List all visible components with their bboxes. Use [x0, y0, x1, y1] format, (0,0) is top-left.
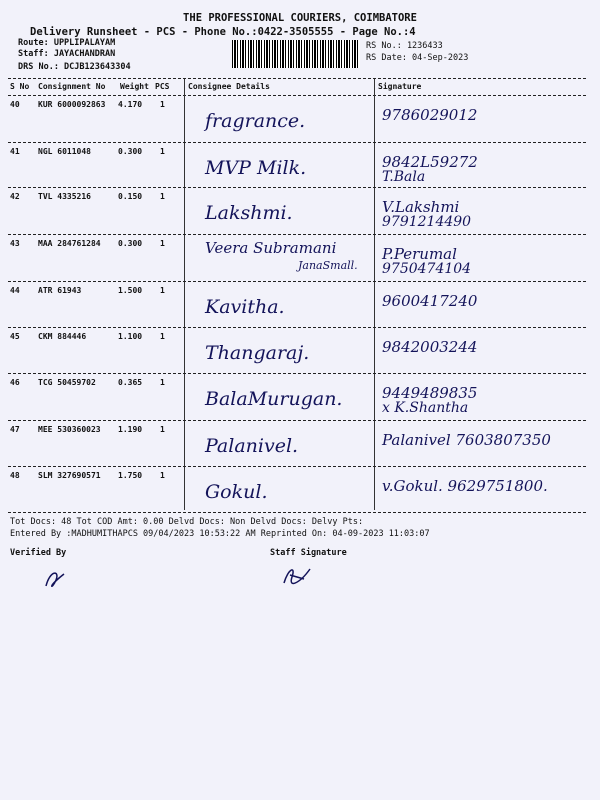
column-divider: [184, 79, 185, 510]
staff-signature-label: Staff Signature: [270, 548, 347, 558]
rs-date: RS Date: 04-Sep-2023: [366, 53, 469, 63]
row-consignment-no: SLM 327690571: [38, 471, 101, 480]
row-consignee: Palanivel.: [205, 435, 299, 457]
row-weight: 0.300: [118, 147, 143, 156]
staff-label: Staff: JAYACHANDRAN: [18, 49, 116, 59]
row-signature-line2: 9791214490: [382, 214, 472, 230]
col-header-pcs: PCS: [155, 82, 170, 91]
row-weight: 0.150: [118, 192, 143, 201]
page-title: THE PROFESSIONAL COURIERS, COIMBATORE: [183, 12, 417, 24]
row-sno: 47: [10, 425, 20, 434]
row-consignment-no: MAA 284761284: [38, 239, 101, 248]
row-divider: [8, 466, 586, 467]
divider: [8, 95, 586, 96]
row-signature: v.Gokul. 9629751800.: [382, 477, 548, 495]
row-signature-line2: T.Bala: [382, 169, 426, 185]
row-consignment-no: TCG 50459702: [38, 378, 96, 387]
row-pcs: 1: [160, 147, 165, 156]
row-consignment-no: TVL 4335216: [38, 192, 91, 201]
row-weight: 0.300: [118, 239, 143, 248]
drs-number: DRS No.: DCJB123643304: [18, 62, 131, 72]
staff-signature-mark: [280, 563, 314, 589]
totals-line: Tot Docs: 48 Tot COD Amt: 0.00 Delvd Docs: Non Delvd Docs: Delvy Pts:: [10, 517, 364, 527]
rs-number: RS No.: 1236433: [366, 41, 443, 51]
route-label: Route: UPPLIPALAYAM: [18, 38, 116, 48]
row-consignee: fragrance.: [205, 110, 306, 132]
row-weight: 1.500: [118, 286, 143, 295]
col-header-consignment: Consignment No: [38, 82, 106, 91]
verified-by-label: Verified By: [10, 548, 67, 558]
row-pcs: 1: [160, 192, 165, 201]
row-divider: [8, 373, 586, 374]
col-header-weight: Weight: [120, 82, 149, 91]
row-sno: 48: [10, 471, 20, 480]
row-pcs: 1: [160, 378, 165, 387]
col-header-signature: Signature: [378, 82, 422, 91]
barcode-image: [232, 40, 360, 68]
row-signature-line2: x K.Shantha: [382, 400, 469, 416]
verifier-signature-mark: [40, 566, 70, 592]
row-signature: Palanivel 7603807350: [382, 431, 551, 449]
col-header-sno: S No: [10, 82, 30, 91]
row-consignee: Veera Subramani: [205, 239, 337, 257]
divider: [8, 78, 586, 79]
row-pcs: 1: [160, 471, 165, 480]
row-sno: 46: [10, 378, 20, 387]
row-weight: 4.170: [118, 100, 143, 109]
row-divider: [8, 281, 586, 282]
row-weight: 1.750: [118, 471, 143, 480]
row-signature: 9449489835: [382, 384, 478, 402]
row-pcs: 1: [160, 332, 165, 341]
row-consignment-no: CKM 884446: [38, 332, 87, 341]
row-consignment-no: ATR 61943: [38, 286, 82, 295]
row-divider: [8, 142, 586, 143]
row-pcs: 1: [160, 100, 165, 109]
column-divider: [374, 79, 375, 510]
row-divider: [8, 327, 586, 328]
row-weight: 1.100: [118, 332, 143, 341]
row-pcs: 1: [160, 425, 165, 434]
row-signature-line2: 9750474104: [382, 261, 472, 277]
row-consignee-line2: JanaSmall.: [298, 259, 358, 272]
row-consignment-no: MEE 530360023: [38, 425, 101, 434]
row-signature: P.Perumal: [382, 245, 457, 263]
divider: [8, 512, 586, 513]
row-pcs: 1: [160, 286, 165, 295]
row-consignee: Lakshmi.: [205, 202, 293, 224]
row-sno: 45: [10, 332, 20, 341]
row-divider: [8, 420, 586, 421]
row-sno: 40: [10, 100, 20, 109]
row-pcs: 1: [160, 239, 165, 248]
row-weight: 1.190: [118, 425, 143, 434]
row-consignment-no: NGL 6011048: [38, 147, 91, 156]
row-signature: 9600417240: [382, 292, 478, 310]
col-header-consignee: Consignee Details: [188, 82, 270, 91]
row-consignment-no: KUR 6000092863: [38, 100, 106, 109]
row-consignee: Thangaraj.: [205, 342, 310, 364]
entered-by-line: Entered By :MADHUMITHAPCS 09/04/2023 10:53:22 AM Reprinted On: 04-09-2023 11:03:07: [10, 529, 430, 539]
runsheet-subtitle: Delivery Runsheet - PCS - Phone No.:0422-3505555 - Page No.:4: [30, 26, 416, 38]
row-divider: [8, 187, 586, 188]
row-sno: 42: [10, 192, 20, 201]
row-consignee: MVP Milk.: [205, 157, 307, 179]
row-signature: 9842003244: [382, 338, 478, 356]
row-signature: 9786029012: [382, 106, 478, 124]
row-divider: [8, 234, 586, 235]
row-weight: 0.365: [118, 378, 143, 387]
row-sno: 41: [10, 147, 20, 156]
row-consignee: BalaMurugan.: [205, 388, 343, 410]
row-signature: 9842L59272: [382, 153, 478, 171]
row-sno: 43: [10, 239, 20, 248]
row-consignee: Gokul.: [205, 481, 268, 503]
row-sno: 44: [10, 286, 20, 295]
row-signature: V.Lakshmi: [382, 198, 460, 216]
row-consignee: Kavitha.: [205, 296, 285, 318]
